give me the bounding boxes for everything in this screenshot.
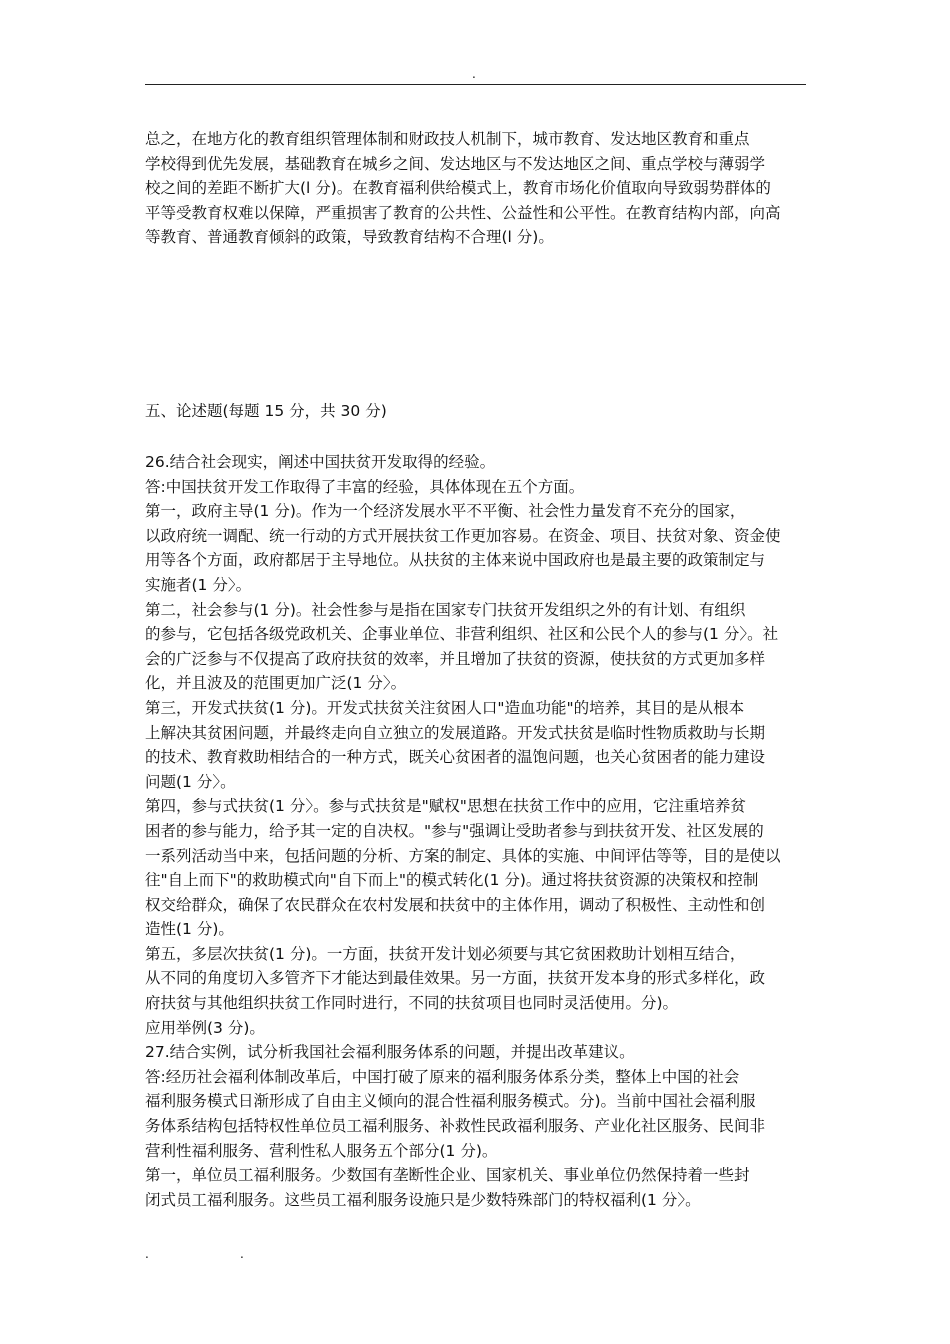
body-line: 化，并且波及的范围更加广泛(1 分〉。 [145,674,407,693]
intro-line: 校之间的差距不断扩大(l 分)。在教育福利供给模式上，教育市场化价值取向导致弱势群体的 [145,179,771,198]
intro-line: 学校得到优先发展，基础教育在城乡之间、发达地区与不发达地区之间、重点学校与薄弱学 [145,154,766,173]
body-line: 上解决其贫困问题，并最终走向自立独立的发展道路。开发式扶贫是临时性物质救助与长期 [145,723,766,742]
body-line: 闭式员工福利服务。这些员工福利服务设施只是少数特殊部门的特权福利(1 分〉。 [145,1190,701,1209]
body-line: 一系列活动当中来，包括问题的分析、方案的制定、具体的实施、中间评估等等，目的是使以 [145,846,781,865]
footer-mark-left: . [145,1247,149,1261]
body-line: 往"自上而下"的救助模式向"自下而上"的模式转化(1 分)。通过将扶贫资源的决策权和控制 [145,871,759,890]
body-line: 造性(1 分)。 [145,920,234,939]
body-line: 第一，单位员工福利服务。少数国有垄断性企业、国家机关、事业单位仍然保持着一些封 [145,1166,750,1185]
body-line: 务体系结构包括特权性单位员工福利服务、补救性民政福利服务、产业化社区服务、民间非 [145,1117,766,1136]
footer-mark-right: . [240,1247,244,1261]
body-line: 的技术、教育救助相结合的一种方式，既关心贫困者的温饱问题，也关心贫困者的能力建设 [145,748,766,767]
intro-paragraph [145,127,815,250]
body-line: 第一，政府主导(1 分)。作为一个经济发展水平不平衡、社会性力量发育不充分的国家， [145,502,746,521]
body-line: 第三，开发式扶贫(1 分)。开发式扶贫关注贫困人口"造血功能"的培养，其目的是从根本 [145,698,745,717]
body-line: 从不同的角度切入多管齐下才能达到最佳效果。另一方面，扶贫开发本身的形式多样化，政 [145,969,766,988]
intro-line: 平等受教育权难以保障，严重损害了教育的公共性、公益性和公平性。在教育结构内部，向高 [145,203,781,222]
body-line: 会的广泛参与不仅提高了政府扶贫的效率，并且增加了扶贫的资源，使扶贫的方式更加多样 [145,649,766,668]
section-heading: 五、论述题(每题 15 分，共 30 分) [145,402,387,420]
body-line: 困者的参与能力，给予其一定的自决权。"参与"强调让受助者参与到扶贫开发、社区发展的 [145,821,764,840]
body-line: 以政府统一调配、统一行动的方式开展扶贫工作更加容易。在资金、项目、扶贫对象、资金使 [145,526,781,545]
section-heading-block [145,399,815,424]
body-line: 第五，多层次扶贫(1 分)。一方面，扶贫开发计划必须要与其它贫困救助计划相互结合， [145,944,746,963]
body-line: 府扶贫与其他组织扶贫工作同时进行，不同的扶贫项目也同时灵活使用。分)。 [145,994,679,1013]
body-line: 权交给群众，确保了农民群众在农村发展和扶贫中的主体作用，调动了积极性、主动性和创 [145,895,766,914]
body-line: 第二，社会参与(1 分)。社会性参与是指在国家专门扶贫开发组织之外的有计划、有组织 [145,600,746,619]
body-line: 26.结合社会现实，阐述中国扶贫开发取得的经验。 [145,453,496,471]
intro-line: 总之，在地方化的教育组织管理体制和财政技人机制下，城市教育、发达地区教育和重点 [145,130,750,148]
body-line: 的参与，它包括各级党政机关、企事业单位、非营利组织、社区和公民个人的参与(1 分〉。社 [145,625,779,644]
body-line: 福利服务模式日渐形成了自由主义倾向的混合性福利服务模式。分)。当前中国社会福利服 [145,1092,756,1111]
body-line: 问题(1 分〉。 [145,772,236,791]
essay-body [145,450,815,1212]
body-line: 答:中国扶贫开发工作取得了丰富的经验，具体体现在五个方面。 [145,477,585,496]
header-mark: . [472,67,476,81]
body-line: 第四，参与式扶贫(1 分〉。参与式扶贫是"赋权"思想在扶贫工作中的应用，它注重培养贫 [145,797,746,816]
intro-line: 等教育、普通教育倾斜的政策，导致教育结构不合理(l 分)。 [145,228,554,247]
body-line: 营利性福利服务、营利性私人服务五个部分(1 分)。 [145,1141,498,1160]
body-line: 应用举例(3 分)。 [145,1018,265,1037]
header-rule [145,84,806,85]
body-line: 答:经历社会福利体制改革后，中国打破了原来的福利服务体系分类，整体上中国的社会 [145,1067,740,1086]
body-line: 27.结合实例，试分析我国社会福利服务体系的问题，并提出改革建议。 [145,1043,635,1062]
body-line: 用等各个方面，政府都居于主导地位。从扶贫的主体来说中国政府也是最主要的政策制定与 [145,551,766,570]
body-line: 实施者(1 分〉。 [145,575,252,594]
